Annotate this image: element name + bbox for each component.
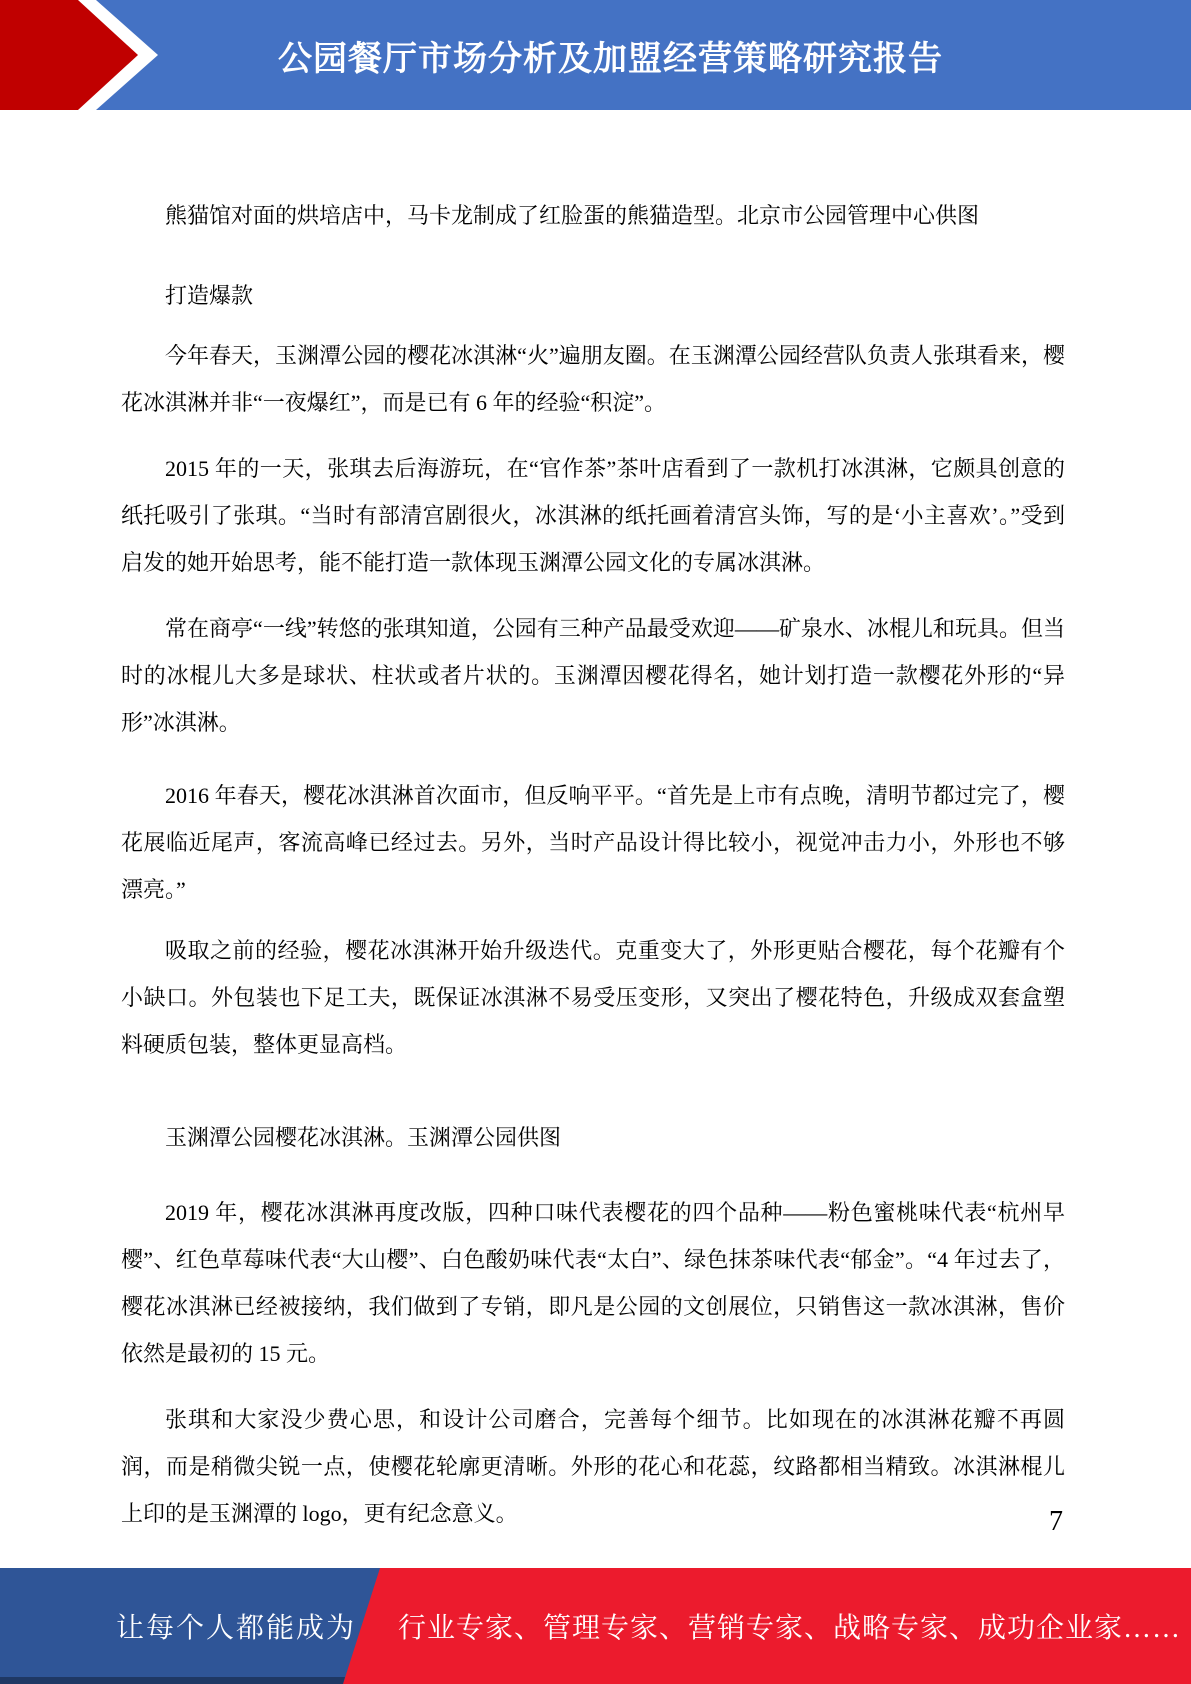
footer-slogan-right: 行业专家、管理专家、营销专家、战略专家、成功企业家……: [398, 1613, 1182, 1644]
footer-banner: [0, 1568, 1191, 1684]
paragraph: 2015 年的一天，张琪去后海游玩，在“官作茶”茶叶店看到了一款机打冰淇淋，它颇具创意的纸托吸引了张琪。“当时有部清宫剧很火，冰淇淋的纸托画着清宫头饰，写的是‘小主喜欢’。”受到启发的她开始思考，能不能打造一款体现玉渊潭公园文化的专属冰淇淋。: [121, 456, 1065, 575]
paragraph: 吸取之前的经验，樱花冰淇淋开始升级迭代。克重变大了，外形更贴合樱花，每个花瓣有个小缺口。外包装也下足工夫，既保证冰淇淋不易受压变形，又突出了樱花特色，升级成双套盒塑料硬质包装，整体更显高档。: [121, 938, 1065, 1057]
paragraph: 常在商亭“一线”转悠的张琪知道，公园有三种产品最受欢迎——矿泉水、冰棍儿和玩具。但当时的冰棍儿大多是球状、柱状或者片状的。玉渊潭因樱花得名，她计划打造一款樱花外形的“异形”冰淇淋。: [121, 616, 1065, 735]
article-body: [0, 110, 1191, 1556]
paragraph: 玉渊潭公园樱花冰淇淋。玉渊潭公园供图: [165, 1125, 562, 1150]
paragraph: 张琪和大家没少费心思，和设计公司磨合，完善每个细节。比如现在的冰淇淋花瓣不再圆润，而是稍微尖锐一点，使樱花轮廓更清晰。外形的花心和花蕊，纹路都相当精致。冰淇淋棍儿上印的是玉渊潭的 logo，更有纪念意义。: [121, 1407, 1065, 1526]
header-banner: [0, 0, 1191, 110]
paragraph: 熊猫馆对面的烘培店中，马卡龙制成了红脸蛋的熊猫造型。北京市公园管理中心供图: [165, 203, 980, 228]
footer-slogan-left: 让每个人都能成为: [115, 1613, 356, 1644]
report-title: 公园餐厅市场分析及加盟经营策略研究报告: [278, 39, 943, 78]
paragraph: 打造爆款: [165, 283, 254, 308]
paragraph: 2019 年，樱花冰淇淋再度改版，四种口味代表樱花的四个品种——粉色蜜桃味代表“杭州早樱”、红色草莓味代表“大山樱”、白色酸奶味代表“太白”、绿色抹茶味代表“郁金”。“4 年过去了，樱花冰淇淋已经被接纳，我们做到了专销，即凡是公园的文创展位，只销售这一款冰淇淋，售价依然是最初的 15 元。: [121, 1200, 1065, 1366]
paragraph: 2016 年春天，樱花冰淇淋首次面市，但反响平平。“首先是上市有点晚，清明节都过完了，樱花展临近尾声，客流高峰已经过去。另外，当时产品设计得比较小，视觉冲击力小，外形也不够漂亮。”: [121, 783, 1065, 902]
paragraph: 今年春天，玉渊潭公园的樱花冰淇淋“火”遍朋友圈。在玉渊潭公园经营队负责人张琪看来，樱花冰淇淋并非“一夜爆红”，而是已有 6 年的经验“积淀”。: [121, 343, 1065, 415]
page-number: 7: [1049, 1506, 1063, 1537]
